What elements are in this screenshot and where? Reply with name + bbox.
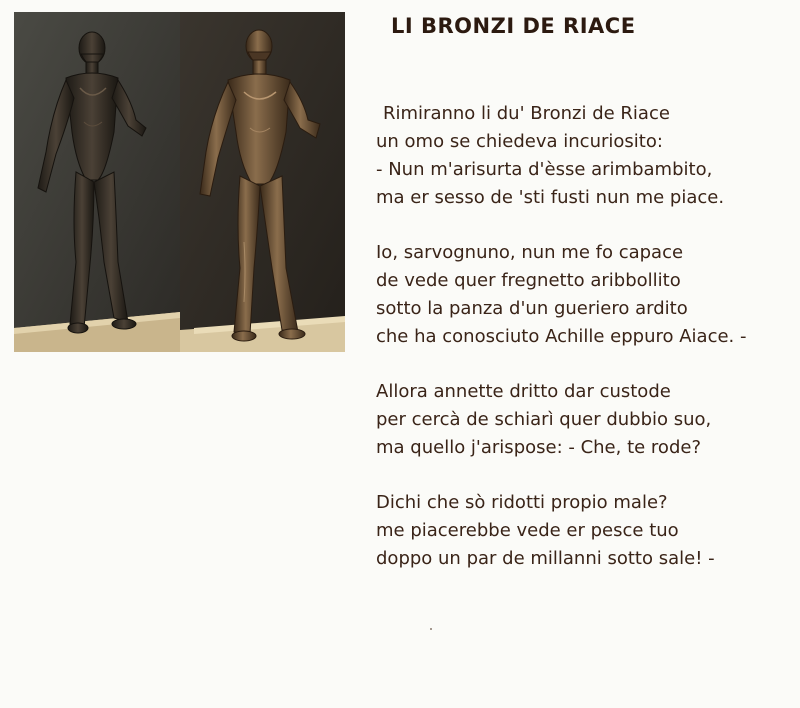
poem-line: Rimiranno li du' Bronzi de Riace	[383, 103, 670, 124]
statues-photo	[14, 12, 345, 352]
poem-line: - Nun m'arisurta d'èsse arimbambito,	[376, 159, 713, 180]
poem-line: de vede quer fregnetto aribbollito	[376, 270, 681, 291]
poem-title: LI BRONZI DE RIACE	[391, 14, 636, 38]
poem-line: per cercà de schiarì quer dubbio suo,	[376, 409, 712, 430]
poem-line: Dichi che sò ridotti propio male?	[376, 492, 668, 513]
scan-speck	[430, 628, 432, 630]
poem-line: un omo se chiedeva incuriosito:	[376, 131, 663, 152]
poem-body	[376, 100, 796, 600]
stanza-2	[376, 239, 796, 351]
poem-line: ma quello j'arispose: - Che, te rode?	[376, 437, 702, 458]
stanza-1	[376, 100, 796, 212]
poem-line: sotto la panza d'un gueriero ardito	[376, 298, 688, 319]
poem-line: Allora annette dritto dar custode	[376, 381, 671, 402]
poem-line: che ha conosciuto Achille eppuro Aiace. -	[376, 326, 747, 347]
poem-line: ma er sesso de 'sti fusti nun me piace.	[376, 187, 725, 208]
poem-line: me piacerebbe vede er pesce tuo	[376, 520, 679, 541]
stanza-3	[376, 378, 796, 462]
stanza-4	[376, 489, 796, 573]
poem-line: doppo un par de millanni sotto sale! -	[376, 548, 715, 569]
poem-line: Io, sarvognuno, nun me fo capace	[376, 242, 684, 263]
